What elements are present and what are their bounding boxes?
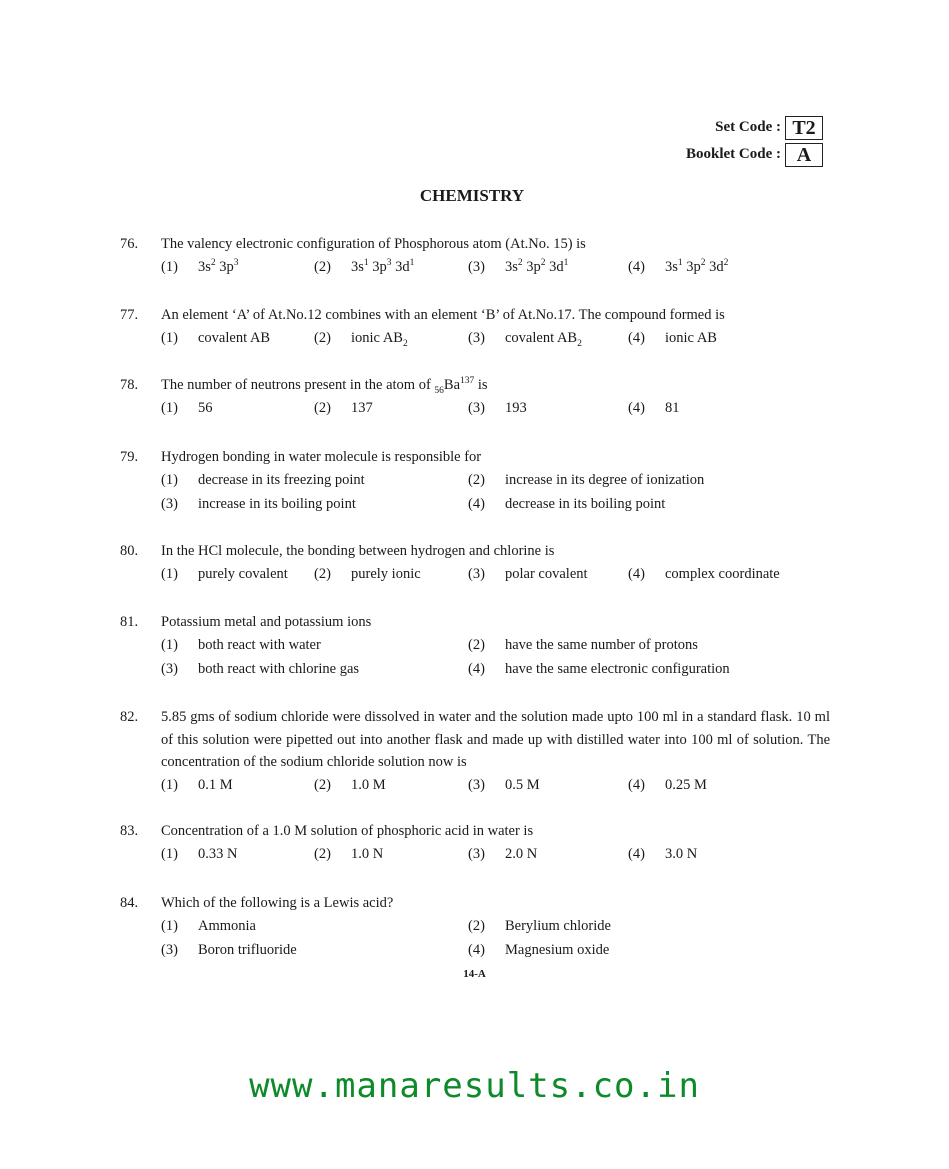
- question-82: [120, 706, 830, 798]
- question-text: The number of neutrons present in the atom of $_{56}Ba^{137}$ is: [161, 376, 488, 396]
- set-code-row: [686, 114, 823, 141]
- option-text: $3s^2$ $3p^2$ $3d^1$: [505, 258, 569, 275]
- option-text: increase in its degree of ionization: [505, 472, 705, 488]
- option-text: purely covalent: [198, 566, 288, 582]
- option-number: (3): [161, 496, 178, 512]
- option-text: Berylium chloride: [505, 918, 611, 934]
- question-number: 78.: [120, 377, 139, 393]
- question-76: [120, 233, 830, 280]
- question-77: [120, 304, 830, 351]
- option-4: [628, 563, 780, 586]
- option-number: (4): [628, 259, 645, 275]
- option-number: (4): [468, 496, 485, 512]
- option-1: [161, 327, 270, 350]
- option-number: (4): [628, 566, 645, 582]
- option-2: [314, 327, 408, 350]
- option-number: (2): [314, 566, 331, 582]
- option-number: (3): [161, 942, 178, 958]
- option-number: (1): [161, 846, 178, 862]
- option-text: both react with chlorine gas: [198, 661, 360, 677]
- option-3: [468, 563, 588, 586]
- question-number: 83.: [120, 823, 139, 839]
- option-1: [161, 397, 213, 420]
- option-number: (1): [161, 776, 178, 793]
- option-number: (1): [161, 637, 178, 653]
- option-2: [314, 397, 373, 420]
- question-number: 79.: [120, 449, 139, 465]
- option-number: (2): [314, 259, 331, 275]
- option-4: [468, 493, 665, 516]
- option-number: (4): [628, 846, 645, 862]
- option-number: (4): [628, 776, 645, 793]
- question-number: 81.: [120, 614, 139, 630]
- option-text: Magnesium oxide: [505, 942, 610, 958]
- question-number: 76.: [120, 236, 139, 252]
- option-text: 1.0 N: [351, 846, 384, 862]
- option-text: 0.33 N: [198, 846, 238, 862]
- question-84: [120, 892, 830, 963]
- option-1: [161, 563, 288, 586]
- question-text: Hydrogen bonding in water molecule is responsible for: [161, 449, 482, 465]
- question-81: [120, 611, 830, 682]
- option-1: [161, 469, 365, 492]
- option-3: [468, 774, 540, 797]
- option-text: $3s^1$ $3p^2$ $3d^2$: [665, 258, 729, 275]
- option-3: [468, 397, 527, 420]
- option-number: (4): [468, 661, 485, 677]
- option-4: [468, 658, 730, 681]
- option-text: have the same electronic configuration: [505, 661, 730, 677]
- option-3: [161, 658, 359, 681]
- option-3: [161, 939, 297, 962]
- option-1: [161, 774, 233, 797]
- question-80: [120, 540, 830, 587]
- option-number: (3): [468, 776, 485, 793]
- option-text: have the same number of protons: [505, 637, 698, 653]
- option-text: 0.25 M: [665, 776, 707, 793]
- option-number: (1): [161, 259, 178, 275]
- option-1: [161, 634, 321, 657]
- option-text: ionic $AB_2$: [351, 330, 408, 349]
- question-text: In the HCl molecule, the bonding between hydrogen and chlorine is: [161, 543, 555, 559]
- question-78: [120, 374, 830, 421]
- footer-watermark-url[interactable]: www.manaresults.co.in: [249, 1066, 700, 1106]
- option-text: increase in its boiling point: [198, 496, 356, 512]
- set-code-value: T2: [785, 116, 823, 140]
- option-text: 0.5 M: [505, 776, 540, 793]
- option-4: [628, 256, 728, 279]
- option-text: 137: [351, 400, 373, 416]
- option-4: [628, 843, 697, 866]
- question-79: [120, 446, 830, 517]
- option-number: (2): [468, 472, 485, 488]
- option-1: [161, 915, 256, 938]
- option-text: polar covalent: [505, 566, 588, 582]
- option-text: Ammonia: [198, 918, 256, 934]
- option-text: covalent AB: [198, 330, 271, 346]
- booklet-code-value: A: [785, 143, 823, 167]
- option-text: purely ionic: [351, 566, 421, 582]
- option-text: covalent $AB_2$: [505, 330, 582, 349]
- question-83: [120, 820, 830, 867]
- option-text: decrease in its freezing point: [198, 472, 365, 488]
- option-number: (1): [161, 566, 178, 582]
- option-text: ionic AB: [665, 330, 717, 346]
- booklet-code-row: [686, 141, 823, 168]
- option-1: [161, 256, 239, 279]
- option-3: [161, 493, 356, 516]
- question-number: 80.: [120, 543, 139, 559]
- option-number: (3): [161, 661, 178, 677]
- option-2: [314, 256, 414, 279]
- option-2: [314, 774, 386, 797]
- page-number: 14-A: [463, 968, 486, 980]
- code-block: [686, 114, 823, 168]
- option-4: [628, 397, 680, 420]
- option-2: [468, 469, 704, 492]
- option-number: (4): [468, 942, 485, 958]
- question-number: 82.: [120, 709, 139, 725]
- option-number: (2): [314, 846, 331, 862]
- option-1: [161, 843, 237, 866]
- option-text: 56: [198, 400, 213, 416]
- question-text: Potassium metal and potassium ions: [161, 614, 372, 630]
- option-number: (3): [468, 846, 485, 862]
- option-number: (2): [468, 918, 485, 934]
- option-text: $3s^2$ $3p^3$: [198, 258, 239, 275]
- option-number: (4): [628, 330, 645, 346]
- question-number: 84.: [120, 895, 139, 911]
- option-3: [468, 327, 582, 350]
- question-text: 5.85 gms of sodium chloride were dissolved in water and the solution made upto 100 ml in a standard flask. 10 ml of this solution were pipetted out into another flask and made up with distilled water into 100 ml of solution. The concentration of the sodium chloride solution now is: [161, 709, 830, 770]
- option-3: [468, 256, 568, 279]
- option-number: (3): [468, 330, 485, 346]
- option-2: [314, 843, 383, 866]
- option-number: (3): [468, 400, 485, 416]
- option-text: 193: [505, 400, 527, 416]
- option-4: [628, 327, 717, 350]
- option-text: 81: [665, 400, 680, 416]
- option-2: [314, 563, 421, 586]
- option-number: (1): [161, 330, 178, 346]
- option-4: [468, 939, 609, 962]
- option-number: (2): [314, 330, 331, 346]
- option-text: 1.0 M: [351, 776, 386, 793]
- option-2: [468, 915, 611, 938]
- question-number: 77.: [120, 307, 139, 323]
- booklet-code-label: Booklet Code :: [686, 146, 781, 162]
- option-number: (1): [161, 918, 178, 934]
- option-number: (2): [314, 776, 331, 793]
- option-4: [628, 774, 707, 797]
- option-text: complex coordinate: [665, 566, 780, 582]
- option-number: (1): [161, 400, 178, 416]
- subject-title: CHEMISTRY: [419, 186, 525, 205]
- option-text: $3s^1$ $3p^3$ $3d^1$: [351, 258, 415, 275]
- option-number: (3): [468, 566, 485, 582]
- option-text: decrease in its boiling point: [505, 496, 666, 512]
- option-3: [468, 843, 537, 866]
- option-number: (3): [468, 259, 485, 275]
- option-text: both react with water: [198, 637, 321, 653]
- option-text: 0.1 M: [198, 776, 233, 793]
- question-text: Which of the following is a Lewis acid?: [161, 895, 394, 911]
- option-number: (2): [314, 400, 331, 416]
- question-text: The valency electronic configuration of Phosphorous atom (At.No. 15) is: [161, 236, 586, 252]
- option-number: (1): [161, 472, 178, 488]
- question-text: Concentration of a 1.0 M solution of phosphoric acid in water is: [161, 823, 534, 839]
- set-code-label: Set Code :: [715, 119, 781, 135]
- option-number: (4): [628, 400, 645, 416]
- question-text: An element ‘A’ of At.No.12 combines with an element ‘B’ of At.No.17. The compound formed is: [161, 307, 725, 323]
- option-text: 2.0 N: [505, 846, 538, 862]
- option-text: 3.0 N: [665, 846, 698, 862]
- option-text: Boron trifluoride: [198, 942, 297, 958]
- option-2: [468, 634, 698, 657]
- option-number: (2): [468, 637, 485, 653]
